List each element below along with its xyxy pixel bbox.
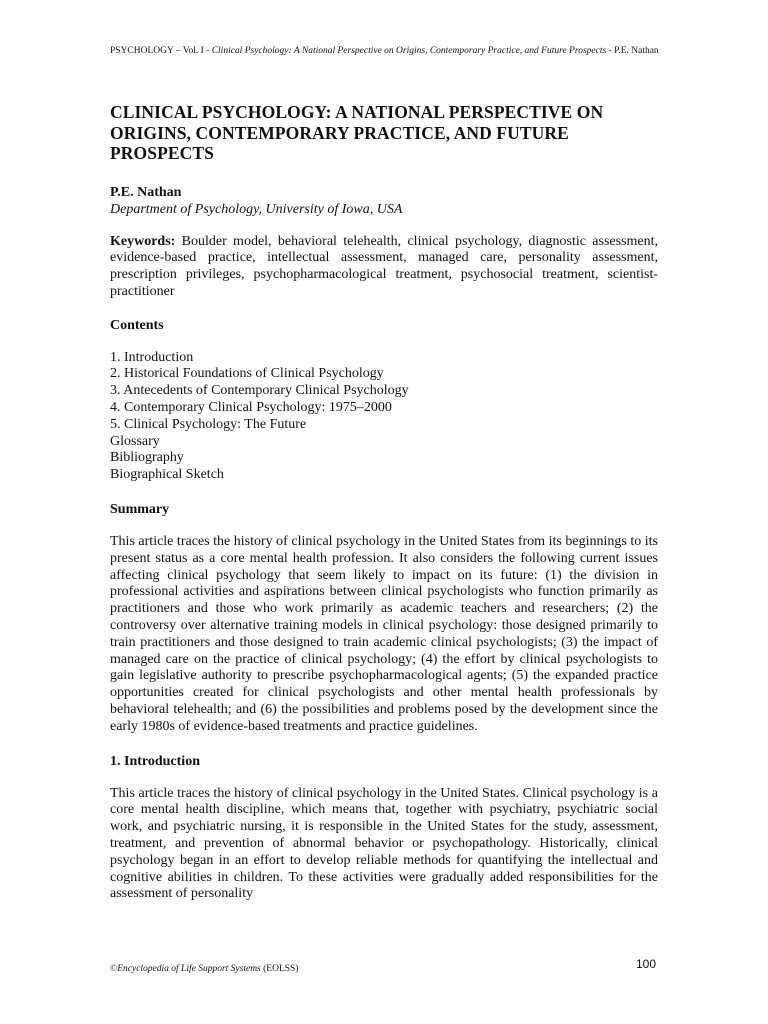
toc-item: Bibliography	[110, 450, 184, 466]
author-affiliation: Department of Psychology, University of Iowa, USA	[110, 201, 403, 217]
summary-paragraph: This article traces the history of clinical psychology in the United States from its beginnings to its present status as a core mental health profession. It also considers the following current issues affecting clinical psychology that seem likely to impact on its future: (1) the division in professional activities and aspirations between clinical psychologists who function primarily as practitioners and those who work primarily as academic teachers and researchers; (2) the controversy over alternative training models in clinical psychology: those designed primarily to train practitioners and those designed to train academic clinical psychologists; (3) the impact of managed care on the practice of clinical psychology; (4) the effort by clinical psychologists to gain legislative authority to prescribe psychopharmacological agents; (5) the expanded practice opportunities created for clinical psychologists and other mental health professionals by behavioral telehealth; and (6) the possibilities and problems posed by the development since the early 1980s of evidence-based treatments and practice guidelines.	[110, 534, 658, 734]
header-italic-title: Clinical Psychology: A National Perspective on Origins, Contemporary Practice, and Future Prospects	[211, 46, 607, 56]
toc-item: 4. Contemporary Clinical Psychology: 1975–2000	[110, 400, 392, 416]
page-number: 100	[636, 957, 657, 971]
toc-item: Glossary	[110, 433, 160, 449]
copyright-symbol: ©	[110, 964, 118, 974]
keywords-text: Boulder model, behavioral telehealth, clinical psychology, diagnostic assessment, evidence-based practice, intellectual assessment, managed care, personality assessment, prescription privileges, psychopharmacological treatment, psychosocial treatment, scientist-practitioner	[110, 233, 658, 299]
article-body	[110, 102, 658, 903]
footer-italic-name: Encyclopedia of Life Support Systems	[117, 964, 261, 974]
introduction-paragraph: This article traces the history of clinical psychology in the United States. Clinical psychology is a core mental health discipline, which means that, together with psychiatry, psychiatric social work, and psychiatric nursing, it is responsible in the United States for the study, assessment, treatment, and prevention of abnormal behavior or psychopathology. Historically, clinical psychology began in an effort to develop reliable methods for quantifying the intellectual and cognitive abilities in children. To these activities were gradually added responsibilities for the assessment of personality	[110, 785, 658, 902]
toc-item: 1. Introduction	[110, 349, 194, 365]
summary-heading: Summary	[110, 502, 170, 518]
keywords-label: Keywords:	[110, 233, 176, 249]
toc-item: 3. Antecedents of Contemporary Clinical Psychology	[110, 383, 409, 399]
introduction-heading: 1. Introduction	[110, 753, 200, 769]
table-of-contents	[110, 350, 658, 484]
header-suffix: - P.E. Nathan	[606, 46, 659, 56]
toc-item: 5. Clinical Psychology: The Future	[110, 416, 307, 432]
footer-copyright	[110, 963, 299, 975]
article-title: CLINICAL PSYCHOLOGY: A NATIONAL PERSPECTIVE ON ORIGINS, CONTEMPORARY PRACTICE, AND FUTURE PROSPECTS	[110, 102, 604, 163]
header-prefix: PSYCHOLOGY – Vol. I -	[110, 46, 212, 56]
contents-heading: Contents	[110, 317, 164, 333]
toc-item: 2. Historical Foundations of Clinical Psychology	[110, 366, 384, 382]
footer-suffix: (EOLSS)	[260, 964, 299, 974]
toc-item: Biographical Sketch	[110, 467, 224, 483]
keywords-paragraph	[110, 234, 658, 301]
author-name: P.E. Nathan	[110, 184, 182, 200]
running-header	[110, 45, 662, 58]
